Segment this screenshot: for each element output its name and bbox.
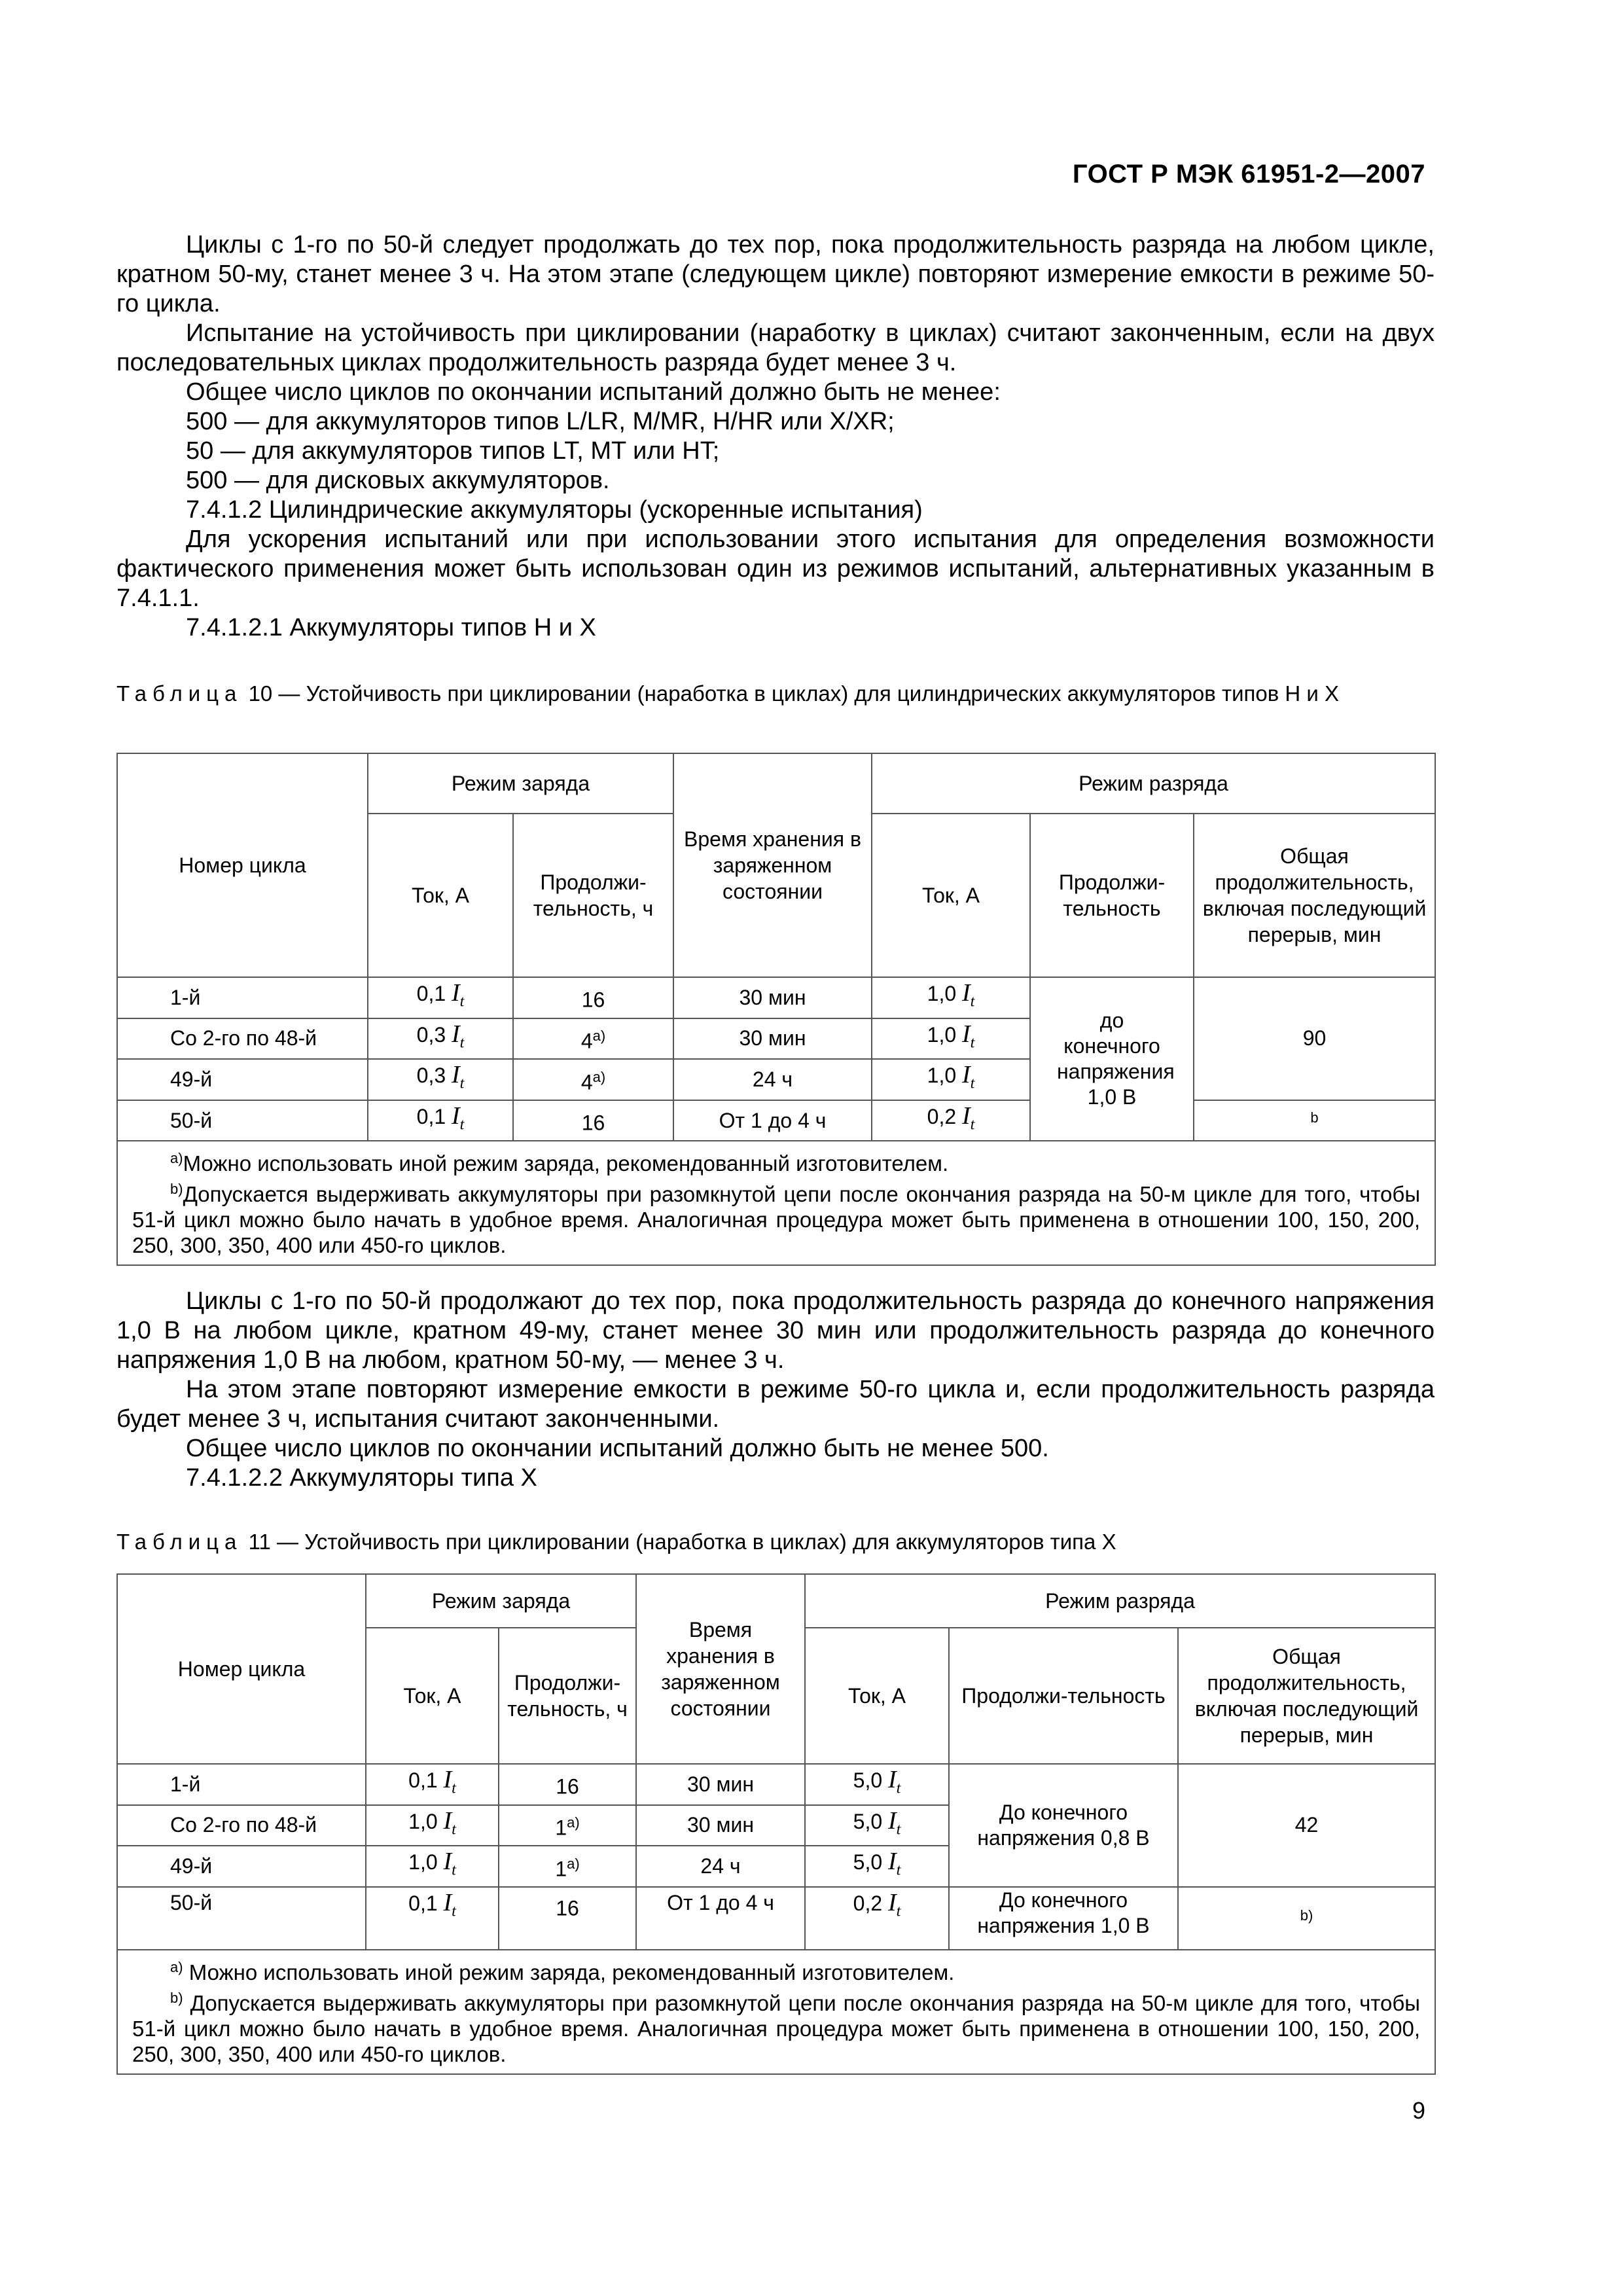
document-code-header: ГОСТ Р МЭК 61951-2—2007 (1072, 160, 1425, 188)
paragraph: Общее число циклов по окончании испытаний должно быть не менее: (186, 378, 1001, 406)
table-notes-row (117, 1141, 1435, 1265)
cell-total-merged: 42 (1178, 1764, 1435, 1887)
header-discharge-mode: Режим разряда (872, 753, 1435, 814)
cell-storage: 30 мин (636, 1805, 805, 1846)
table-notes (117, 1141, 1435, 1265)
cell-storage: 24 ч (636, 1846, 805, 1887)
cell-cycle: Со 2-го по 48-й (117, 1018, 368, 1060)
cell-total-merged: 90 (1194, 977, 1435, 1100)
cell-discharge-current: 5,0 $I_t$ (805, 1805, 949, 1846)
table10-caption (116, 681, 1435, 707)
header-discharge-current: Ток, А (805, 1628, 949, 1764)
cell-charge-duration: 4$^{a)}$ (513, 1018, 673, 1060)
cell-charge-current: 0,3 $I_t$ (368, 1018, 513, 1060)
header-cycle-number: Номер цикла (117, 1574, 366, 1764)
cell-discharge-current: 1,0 $I_t$ (872, 977, 1030, 1018)
subsection-heading: 7.4.1.2.2 Аккумуляторы типа X (186, 1464, 537, 1492)
cell-charge-current: 0,1 $I_t$ (368, 1100, 513, 1141)
table-caption-text: 10 — Устойчивость при циклировании (наработка в циклах) для цилиндрических аккумуляторов типов H и X (248, 681, 1340, 706)
cell-discharge-current: 1,0 $I_t$ (872, 1059, 1030, 1100)
table-row (117, 1887, 1435, 1950)
table-notes-row (117, 1950, 1435, 2074)
intro-text (116, 230, 1435, 643)
header-charge-mode: Режим заряда (368, 753, 673, 814)
cell-discharge-current: 0,2 $I_t$ (872, 1100, 1030, 1141)
cell-charge-duration: 16 (499, 1764, 636, 1805)
subsection-heading: 7.4.1.2.1 Аккумуляторы типов H и X (186, 614, 596, 641)
cell-cycle: Со 2-го по 48-й (117, 1805, 366, 1846)
cell-charge-current: 1,0 $I_t$ (366, 1846, 499, 1887)
cell-charge-duration: 1$^{a)}$ (499, 1805, 636, 1846)
cell-storage: От 1 до 4 ч (636, 1887, 805, 1950)
header-discharge-duration: Продолжи-тельность (1030, 814, 1194, 977)
cell-storage: 30 мин (673, 977, 872, 1018)
table-row (117, 1100, 1435, 1141)
cell-total-last: b (1194, 1100, 1435, 1141)
cell-charge-current: 1,0 $I_t$ (366, 1805, 499, 1846)
cell-charge-duration: 16 (513, 1100, 673, 1141)
cell-cycle: 1-й (117, 977, 368, 1018)
cell-discharge-current: 0,2 $I_t$ (805, 1887, 949, 1950)
cell-cycle: 50-й (117, 1100, 368, 1141)
cell-discharge-current: 1,0 $I_t$ (872, 1018, 1030, 1060)
paragraph: На этом этапе повторяют измерение емкости в режиме 50-го цикла и, если продолжительность разряда будет менее 3 ч, испытания считают законченными. (116, 1376, 1435, 1433)
paragraph: Циклы с 1-го по 50-й продолжают до тех пор, пока продолжительность разряда до конечного напряжения 1,0 В на любом цикле, кратном 49-му, станет менее 30 мин или продолжительность разряда до конечного напряжения 1,0 В на любом, кратном 50-му, — менее 3 ч. (116, 1287, 1435, 1374)
cell-discharge-duration-merged: До конечного напряжения 0,8 В (949, 1764, 1178, 1887)
table-caption-text: 11 — Устойчивость при циклировании (наработка в циклах) для аккумуляторов типа X (248, 1530, 1116, 1554)
header-total-duration: Общая продолжительность, включая последующий перерыв, мин (1194, 814, 1435, 977)
cell-cycle: 1-й (117, 1764, 366, 1805)
header-discharge-current: Ток, А (872, 814, 1030, 977)
list-item: 500 — для аккумуляторов типов L/LR, M/MR, H/HR или X/XR; (186, 408, 895, 435)
header-charge-duration: Продолжи-тельность, ч (513, 814, 673, 977)
cell-charge-duration: 16 (513, 977, 673, 1018)
table-note: $^{a)}$Можно использовать иной режим заряда, рекомендованный изготовителем. (170, 1150, 949, 1176)
paragraph: Испытание на устойчивость при циклировании (наработку в циклах) считают законченным, если на двух последовательных циклах продолжительность разряда будет менее 3 ч. (116, 319, 1435, 376)
table11 (116, 1573, 1435, 2075)
header-discharge-duration: Продолжи-тельность (949, 1628, 1178, 1764)
header-charge-mode: Режим заряда (366, 1574, 636, 1628)
header-storage-time: Время хранения в заряженном состоянии (673, 753, 872, 977)
table-note: $^{b)}$Допускается выдерживать аккумуляторы при разомкнутой цепи после окончания разряда на 50-м цикле для того, чтобы 51-й цикл можно было начать в удобное время. Аналогичная процедура может быть применена в отношении 100, 150, 200, 250, 300, 350, 400 или 450-го циклов. (132, 1181, 1421, 1258)
table-notes (117, 1950, 1435, 2074)
table10 (116, 753, 1435, 1266)
cell-discharge-duration-last: До конечного напряжения 1,0 В (949, 1887, 1178, 1950)
list-item: 500 — для дисковых аккумуляторов. (186, 467, 610, 494)
paragraph: Для ускорения испытаний или при использовании этого испытания для определения возможности фактического применения может быть использован один из режимов испытаний, альтернативных указанным в 7.4.1.1. (116, 526, 1435, 612)
cell-charge-duration: 16 (499, 1887, 636, 1950)
cell-discharge-duration-merged: до конечного напряжения 1,0 В (1030, 977, 1194, 1141)
cell-storage: От 1 до 4 ч (673, 1100, 872, 1141)
cell-cycle: 49-й (117, 1059, 368, 1100)
header-charge-duration: Продолжи-тельность, ч (499, 1628, 636, 1764)
cell-cycle: 49-й (117, 1846, 366, 1887)
cell-storage: 24 ч (673, 1059, 872, 1100)
paragraph: Общее число циклов по окончании испытаний должно быть не менее 500. (186, 1435, 1049, 1462)
middle-text (116, 1287, 1435, 1493)
page-number: 9 (1412, 2097, 1425, 2124)
cell-charge-current: 0,3 $I_t$ (368, 1059, 513, 1100)
table-note: $^{b)}$ Допускается выдерживать аккумуляторы при разомкнутой цепи после окончания разряда на 50-м цикле для того, чтобы 51-й цикл можно было начать в удобное время. Аналогичная процедура может быть применена в отношении 100, 150, 200, 250, 300, 350, 400 или 450-го циклов. (132, 1989, 1421, 2066)
cell-charge-current: 0,1 $I_t$ (366, 1887, 499, 1950)
header-charge-current: Ток, А (368, 814, 513, 977)
cell-discharge-current: 5,0 $I_t$ (805, 1764, 949, 1805)
table-row (117, 1764, 1435, 1805)
paragraph: Циклы с 1-го по 50-й следует продолжать до тех пор, пока продолжительность разряда на любом цикле, кратном 50-му, станет менее 3 ч. На этом этапе (следующем цикле) повторяют измерение емкости в режиме 50-го цикла. (116, 231, 1435, 317)
cell-charge-duration: 1$^{a)}$ (499, 1846, 636, 1887)
cell-storage: 30 мин (673, 1018, 872, 1060)
cell-total-last: b) (1178, 1887, 1435, 1950)
cell-storage: 30 мин (636, 1764, 805, 1805)
table-row (117, 977, 1435, 1018)
header-total-duration: Общая продолжительность, включая последующий перерыв, мин (1178, 1628, 1435, 1764)
cell-discharge-current: 5,0 $I_t$ (805, 1846, 949, 1887)
header-storage-time: Время хранения в заряженном состоянии (636, 1574, 805, 1764)
header-charge-current: Ток, А (366, 1628, 499, 1764)
header-cycle-number: Номер цикла (117, 753, 368, 977)
table-caption-word: Таблица (116, 1530, 243, 1554)
section-heading: 7.4.1.2 Цилиндрические аккумуляторы (ускоренные испытания) (186, 496, 923, 524)
list-item: 50 — для аккумуляторов типов LT, MT или HT; (186, 437, 720, 465)
cell-charge-current: 0,1 $I_t$ (368, 977, 513, 1018)
table-caption-word: Таблица (116, 681, 243, 706)
cell-cycle: 50-й (117, 1887, 366, 1950)
cell-charge-duration: 4$^{a)}$ (513, 1059, 673, 1100)
cell-charge-current: 0,1 $I_t$ (366, 1764, 499, 1805)
table-note: $^{a)}$ Можно использовать иной режим заряда, рекомендованный изготовителем. (170, 1958, 955, 1984)
table11-caption (116, 1529, 1435, 1555)
header-discharge-mode: Режим разряда (805, 1574, 1435, 1628)
